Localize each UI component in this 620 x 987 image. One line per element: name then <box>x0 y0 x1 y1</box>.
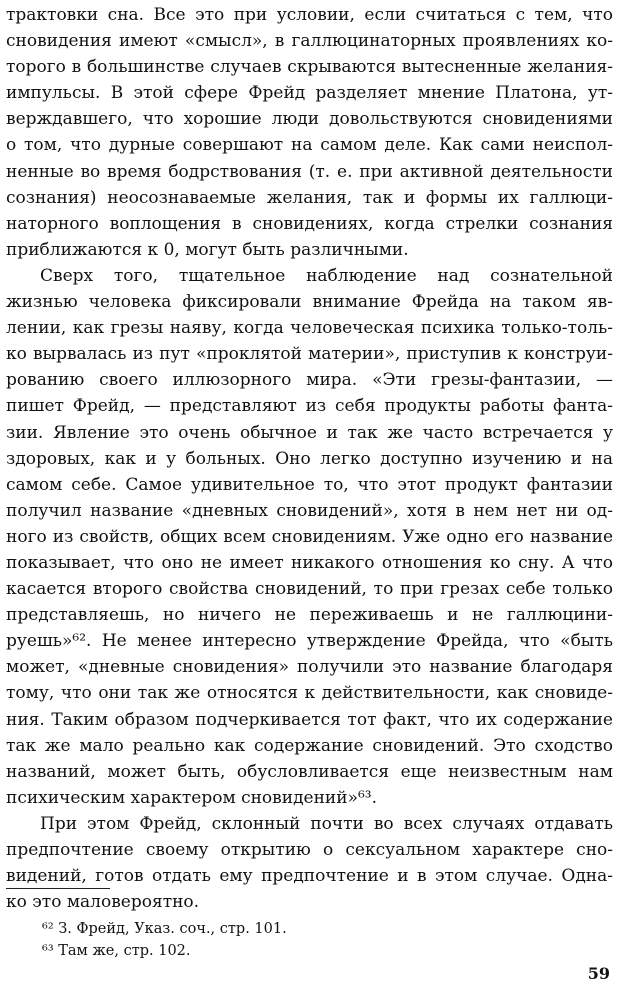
text-line: видений, готов отдать ему предпочтение и в этом случае. Одна- <box>6 866 613 887</box>
text-line: наторного воплощения в сновидениях, когда стрелки сознания <box>6 213 613 234</box>
main-text <box>6 2 613 915</box>
text-line: получил название «дневных сновидений», хотя в нем нет ни од- <box>6 500 613 521</box>
text-line: импульсы. В этой сфере Фрейд разделяет мнение Платона, ут- <box>6 83 613 104</box>
text-line: показывает, что оно не имеет никакого отношения ко сну. А что <box>6 552 613 573</box>
text-line: психическим характером сновидений»⁶³. <box>6 787 378 808</box>
text-line: торого в большинстве случаев скрываются вытесненные желания- <box>6 57 613 78</box>
text-line: трактовки сна. Все это при условии, если считаться с тем, что <box>6 5 613 25</box>
text-line: сознания) неосознаваемые желания, так и формы их галлюци- <box>6 187 613 208</box>
text-line: руешь»⁶². Не менее интересно утверждение Фрейда, что «быть <box>6 631 613 652</box>
text-line: ко вырвалась из пут «проклятой материи», приступив к конструи- <box>6 344 613 365</box>
text-line: верждавшего, что хорошие люди довольствуются сновидениями <box>6 109 613 130</box>
text-line: предпочтение своему открытию о сексуальном характере сно- <box>6 840 613 860</box>
page-number: 59 <box>587 964 610 983</box>
footnotes <box>42 918 542 962</box>
text-line: ния. Таким образом подчеркивается тот факт, что их содержание <box>6 709 613 730</box>
text-line: ненные во время бодрствования (т. е. при активной деятельности <box>6 161 613 182</box>
footnote-separator <box>6 888 110 889</box>
text-line: При этом Фрейд, склонный почти во всех случаях отдавать <box>40 813 613 834</box>
footnote-item: ⁶³ Там же, стр. 102. <box>42 943 191 959</box>
text-line: здоровых, как и у больных. Оно легко доступно изучению и на <box>6 448 613 469</box>
text-line: о том, что дурные совершают на самом деле. Как сами неиспол- <box>6 135 613 156</box>
text-line: приближаются к 0, могут быть различными. <box>6 239 409 260</box>
footnote-item: ⁶² З. Фрейд, Указ. соч., стр. 101. <box>42 921 287 937</box>
text-line: так же мало реально как содержание сновидений. Это сходство <box>6 735 613 756</box>
text-line: жизнью человека фиксировали внимание Фрейда на таком яв- <box>6 292 613 313</box>
text-line: ного из свойств, общих всем сновидениям. Уже одно его название <box>6 526 613 547</box>
text-line: может, «дневные сновидения» получили это название благодаря <box>6 657 613 678</box>
text-line: рованию своего иллюзорного мира. «Эти грезы-фантазии, — <box>6 370 613 391</box>
text-line: самом себе. Самое удивительное то, что этот продукт фантазии <box>6 474 613 495</box>
text-line: пишет Фрейд, — представляют из себя продукты работы фанта- <box>6 396 613 417</box>
text-line: представляешь, но ничего не переживаешь и не галлюцини- <box>6 605 613 626</box>
text-line: тому, что они так же относятся к действительности, как сновиде- <box>6 683 613 704</box>
text-line: Сверх того, тщательное наблюдение над сознательной <box>40 265 613 286</box>
text-line: сновидения имеют «смысл», в галлюцинаторных проявлениях ко- <box>6 31 613 52</box>
text-line: ко это маловероятно. <box>6 892 200 913</box>
text-line: названий, может быть, обусловливается еще неизвестным нам <box>6 761 613 782</box>
text-line: касается второго свойства сновидений, то при грезах себе только <box>6 579 613 600</box>
text-line: зии. Явление это очень обычное и так же часто встречается у <box>6 422 613 443</box>
text-line: лении, как грезы наяву, когда человеческая психика только-толь- <box>6 318 613 339</box>
